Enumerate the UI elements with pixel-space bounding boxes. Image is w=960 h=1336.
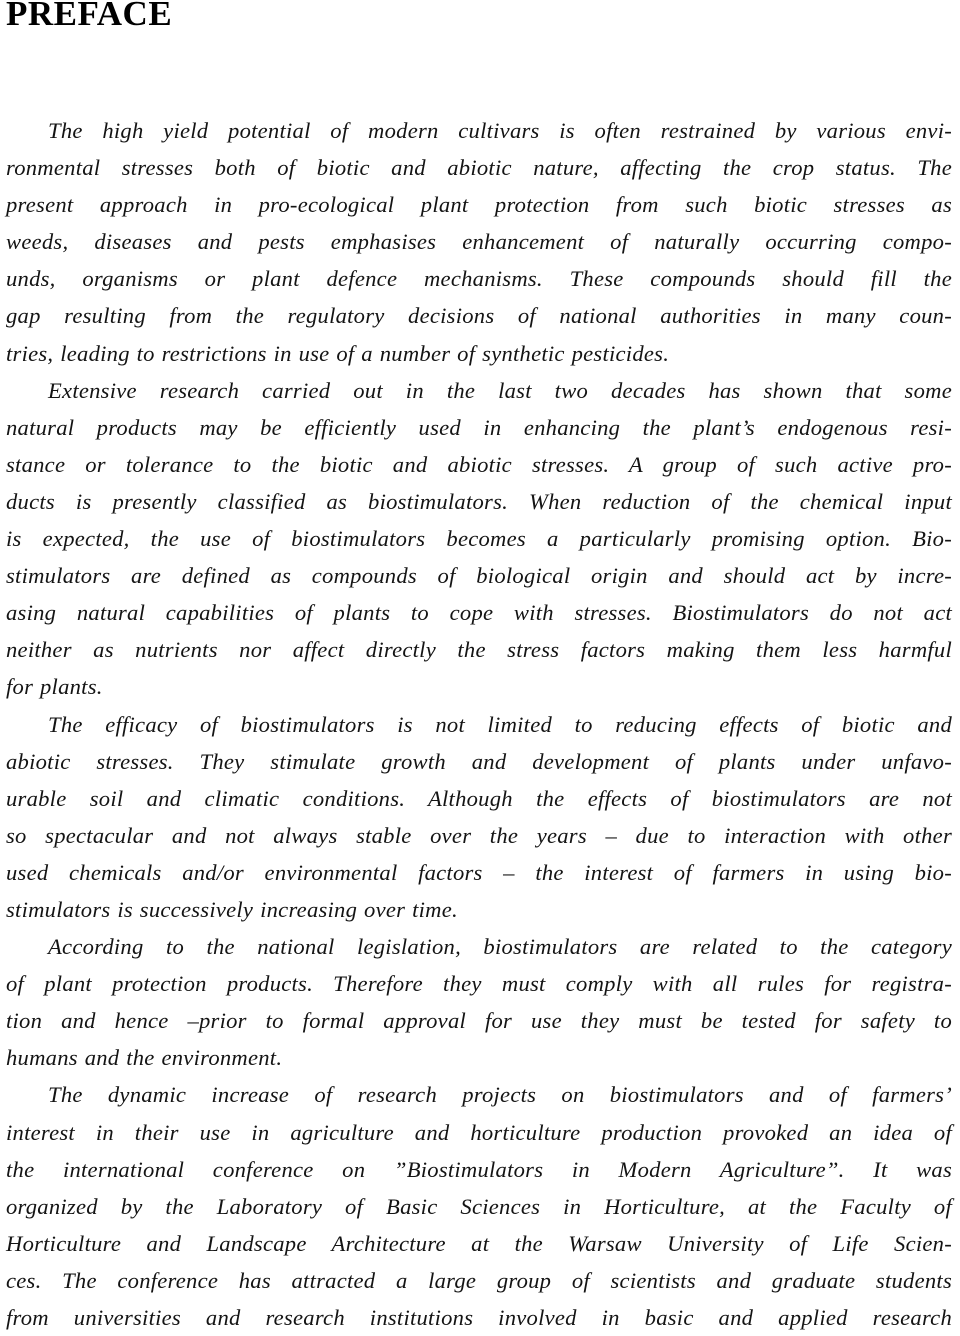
text-line: is expected, the use of biostimulators becomes a particularly promising option. Bio-: [6, 526, 952, 552]
text-line: stimulators is successively increasing over time.: [6, 896, 458, 922]
page-title: PREFACE: [6, 0, 173, 33]
text-line: from universities and research institutions involved in basic and applied research: [6, 1305, 952, 1330]
text-line: of plant protection products. Therefore they must comply with all rules for registra-: [6, 971, 952, 997]
text-line: Extensive research carried out in the last two decades has shown that some: [48, 377, 952, 403]
text-line: neither as nutrients nor affect directly the stress factors making them less harmful: [6, 637, 952, 663]
text-line: Horticulture and Landscape Architecture at the Warsaw University of Life Scien-: [6, 1230, 952, 1256]
text-line: natural products may be efficiently used in enhancing the plant’s endogenous resi-: [6, 414, 952, 440]
text-line: The high yield potential of modern cultivars is often restrained by various envi-: [48, 118, 952, 143]
text-line: for plants.: [6, 674, 103, 700]
text-line: present approach in pro-ecological plant protection from such biotic stresses as: [6, 192, 952, 218]
text-line: According to the national legislation, biostimulators are related to the category: [48, 934, 952, 960]
text-line: ronmental stresses both of biotic and abiotic nature, affecting the crop status. The: [6, 155, 952, 181]
text-line: the international conference on ”Biostimulators in Modern Agriculture”. It was: [6, 1156, 952, 1182]
text-line: interest in their use in agriculture and horticulture production provoked an idea of: [6, 1119, 952, 1145]
text-line: ducts is presently classified as biostimulators. When reduction of the chemical input: [6, 488, 952, 514]
text-line: gap resulting from the regulatory decisions of national authorities in many coun-: [6, 303, 952, 329]
text-line: tion and hence –prior to formal approval for use they must be tested for safety to: [6, 1008, 952, 1034]
text-line: organized by the Laboratory of Basic Sciences in Horticulture, at the Faculty of: [6, 1193, 952, 1219]
text-line: ces. The conference has attracted a large group of scientists and graduate students: [6, 1267, 952, 1293]
text-line: The efficacy of biostimulators is not limited to reducing effects of biotic and: [48, 711, 952, 737]
preface-body: [6, 112, 952, 1336]
text-line: stimulators are defined as compounds of biological origin and should act by incre-: [6, 563, 952, 589]
text-line: stance or tolerance to the biotic and abiotic stresses. A group of such active pro-: [6, 451, 952, 477]
text-line: used chemicals and/or environmental factors – the interest of farmers in using bio-: [6, 859, 952, 885]
text-line: The dynamic increase of research projects on biostimulators and of farmers’: [48, 1082, 952, 1108]
text-line: so spectacular and not always stable over the years – due to interaction with other: [6, 822, 952, 848]
text-line: asing natural capabilities of plants to cope with stresses. Biostimulators do not act: [6, 600, 952, 626]
text-line: weeds, diseases and pests emphasises enhancement of naturally occurring compo-: [6, 229, 952, 255]
text-line: humans and the environment.: [6, 1045, 283, 1071]
text-line: abiotic stresses. They stimulate growth and development of plants under unfavo-: [6, 748, 952, 774]
text-line: tries, leading to restrictions in use of a number of synthetic pesticides.: [6, 340, 670, 366]
text-line: urable soil and climatic conditions. Although the effects of biostimulators are not: [6, 785, 952, 811]
text-line: unds, organisms or plant defence mechanisms. These compounds should fill the: [6, 266, 952, 292]
